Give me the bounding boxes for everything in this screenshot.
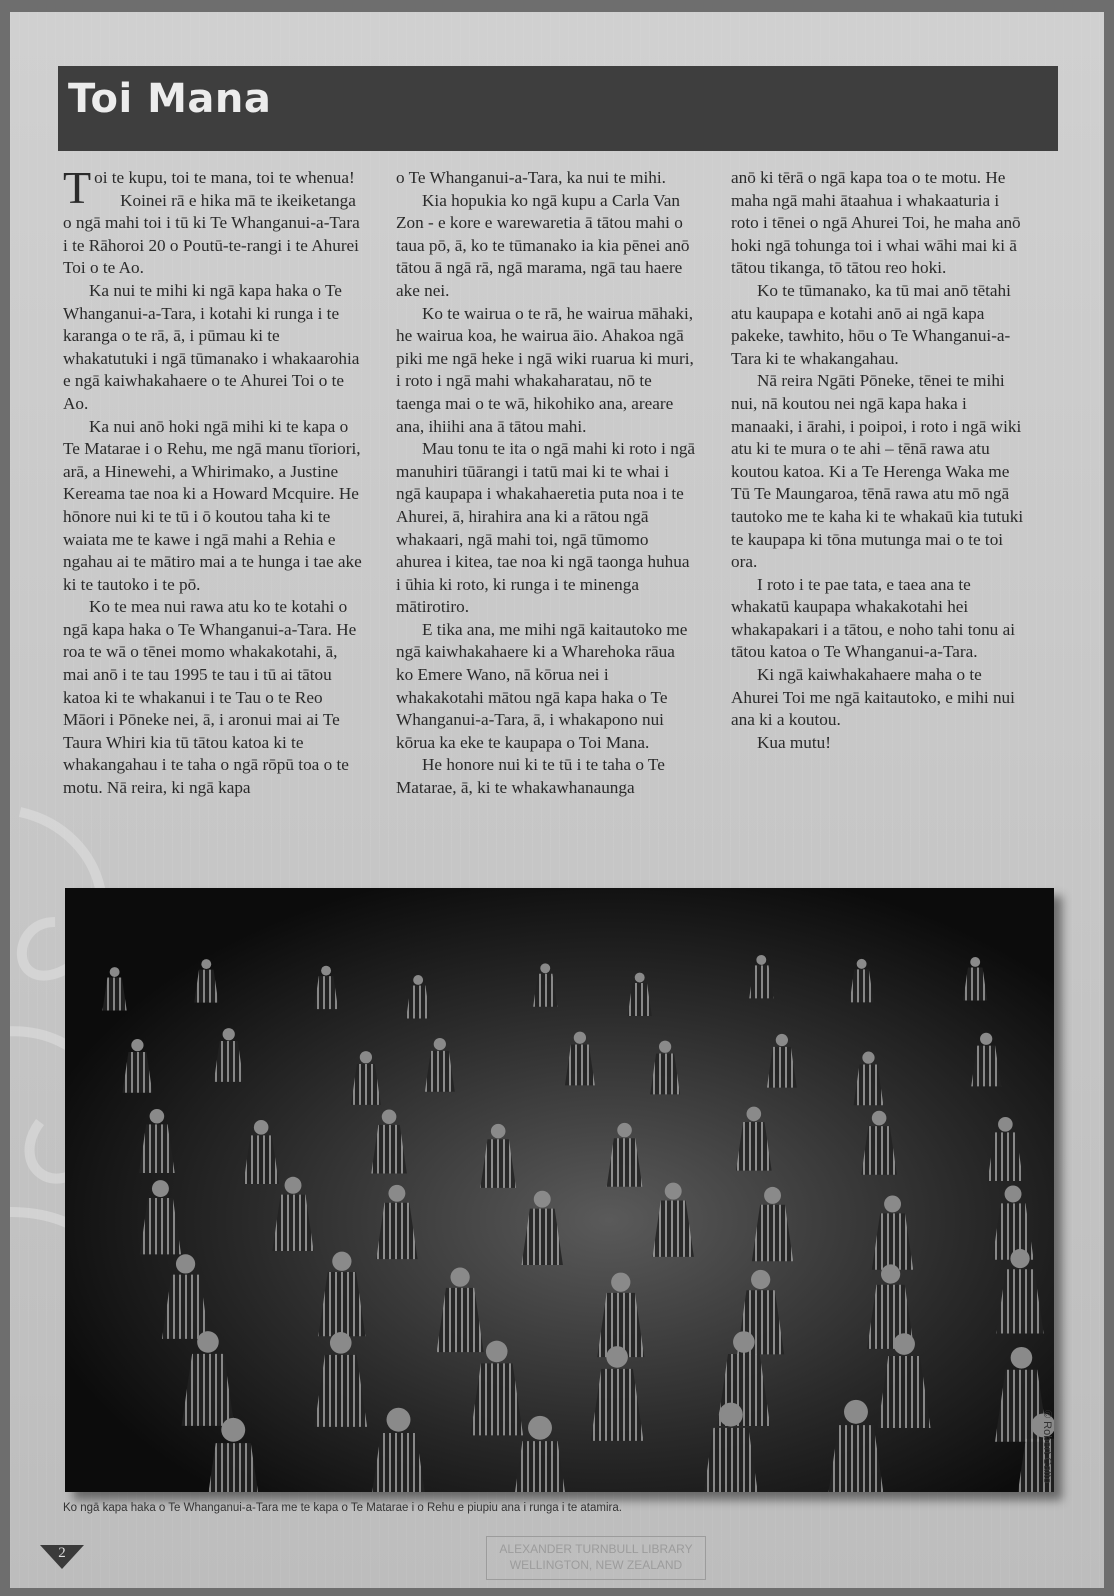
article-paragraph: Ka nui te mihi ki ngā kapa haka o Te Whanganui-a-Tara, i kotahi ki runga i te karanga o te rā, ā, i pūmau ki te whakatutuki i ngā tūmanako i whakaarohia e ngā kaiwhakahaere o te Ahurei Toi o te Ao. [63,280,360,413]
article-paragraph: Mau tonu te ita o ngā mahi ki roto i ngā manuhiri tūārangi i tatū mai ki te whai i ngā kaupapa i whakahaeretia puta noa i te Ahurei, ā, hirahira ana ki a rātou ngā whakaari, ngā mahi toi, ngā tūmomo ahurea i kitea, tae noa ki ngā taonga huhua i ūhia ki roto, ki runga i te minenga mātirotiro. [396,439,696,617]
photo-credit: © Robert Catto [1041,1410,1053,1484]
library-stamp [486,1536,706,1580]
article-paragraph: anō ki tērā o ngā kapa toa o te motu. He maha ngā mahi ātaahua i whakaaturia i roto i tēnei o ngā Ahurei Toi, he maha anō hoki ngā tohunga toi i whai wāhi mai ki ā tātou tikanga, tō tātou reo hoki. [731,168,1021,278]
kapa-haka-photo [65,888,1054,1492]
article-paragraph: o Te Whanganui-a-Tara, ka nui te mihi. [396,168,666,187]
article-column-3 [731,167,1031,754]
article-paragraph: Toi te kupu, toi te mana, toi te whenua! [63,162,355,213]
article-paragraph: Ko te tūmanako, ka tū mai anō tētahi atu kaupapa e kotahi anō ai ngā kapa pakeke, tawhito, hōu o Te Whanganui-a-Tara ki te whakangahau. [731,280,1011,368]
article-paragraph: Nā reira Ngāti Pōneke, tēnei te mihi nui, nā koutou nei ngā kapa haka i manaaki, i ārahi, i poipoi, i roto i ngā wiki atu ki te mura o te ahi – tēnā rawa atu koutou katoa. Ki a Te Herenga Waka me Tū Te Maungaroa, tēnā rawa atu mō ngā tautoko me te kaha ki te whakaū kia tutuki te kaupapa ki tōna mutunga mai o te toi ora. [731,371,1024,572]
article-paragraph: Ka nui anō hoki ngā mihi ki te kapa o Te Matarae i o Rehu, me ngā manu tīoriori, arā, a Hinewehi, a Whirimako, a Justine Kereama tae noa ki a Howard Mcquire. He hōnore nui ki te tū i ō koutou taha ki te waiata me te kawe i ngā mahi a Rehia e ngahau ai te mātiro mai a te hunga i tae ake ki te tautoko i te pō. [63,416,362,594]
article-paragraph: I roto i te pae tata, e taea ana te whakatū kaupapa whakakotahi hei whakapakari i a tātou, e noho tahi tonu ai tātou katoa o Te Whanganui-a-Tara. [731,574,1015,662]
drop-cap: T [63,162,92,213]
article-paragraph: He honore nui ki te tū i te taha o Te Matarae, ā, ki te whakawhanaunga [396,755,665,798]
photo-caption: Ko ngā kapa haka o Te Whanganui-a-Tara me te kapa o Te Matarae i o Rehu e piupiu ana i runga i te atamira. [63,1502,622,1514]
article-column-2 [396,167,696,800]
article-paragraph: E tika ana, me mihi ngā kaitautoko me ngā kaiwhakahaere ki a Wharehoka rāua ko Emere Wano, nā kōrua nei i whakakotahi mātou ngā kapa haka o Te Whanganui-a-Tara, ā, i whakapono nui kōrua ka eke te kaupapa o Toi Mana. [396,619,688,752]
magazine-page [10,12,1104,1588]
article-paragraph: Ki ngā kaiwhakahaere maha o te Ahurei Toi me ngā kaitautoko, e mihi nui ana ki a koutou. [731,665,1015,730]
page-number: 2 [58,1545,66,1561]
article-paragraph: Koinei rā e hika mā te ikeiketanga o ngā mahi toi i tū ki Te Whanganui-a-Tara i te Rāhoroi 20 o Poutū-te-rangi i te Ahurei Toi o te Ao. [63,190,360,278]
article-paragraph: Ko te mea nui rawa atu ko te kotahi o ngā kapa haka o Te Whanganui-a-Tara. He roa te wā o tēnei momo whakakotahi, ā, mai anō i te tau 1995 te tau i tū ai tātou katoa ki te whakanui i te Tau o te Reo Māori i Pōneke nei, ā, i aronui mai ai Te Taura Whiri kia tū tātou katoa ki te whakangahau i te taha o ngā rōpū toa o te motu. Nā reira, ki ngā kapa [63,597,357,798]
page-title: Toi Mana [68,76,272,122]
performers-image [65,888,1054,1492]
article-paragraph: Ko te wairua o te rā, he wairua māhaki, he wairua koa, he wairua āio. Ahakoa ngā piki me ngā heke i ngā wiki ruarua ki muri, i roto i ngā mahi whakaharatau, nō te taenga mai o te wā, hikohiko ana, areare ana, ihiihi ana ā tātou mahi. [396,303,694,436]
stamp-line: ALEXANDER TURNBULL LIBRARY [499,1542,693,1556]
article-paragraph: Kia hopukia ko ngā kupu a Carla Van Zon - e kore e warewaretia ā tātou mahi o taua pō, ā, ko te tūmanako ia kia pēnei anō tātou ā ngā rā, ngā marama, ngā tau haere ake nei. [396,190,690,300]
article-paragraph: Kua mutu! [757,732,831,752]
article-column-1 [63,162,363,800]
stamp-line: WELLINGTON, NEW ZEALAND [509,1558,683,1572]
title-bar [58,66,1058,151]
